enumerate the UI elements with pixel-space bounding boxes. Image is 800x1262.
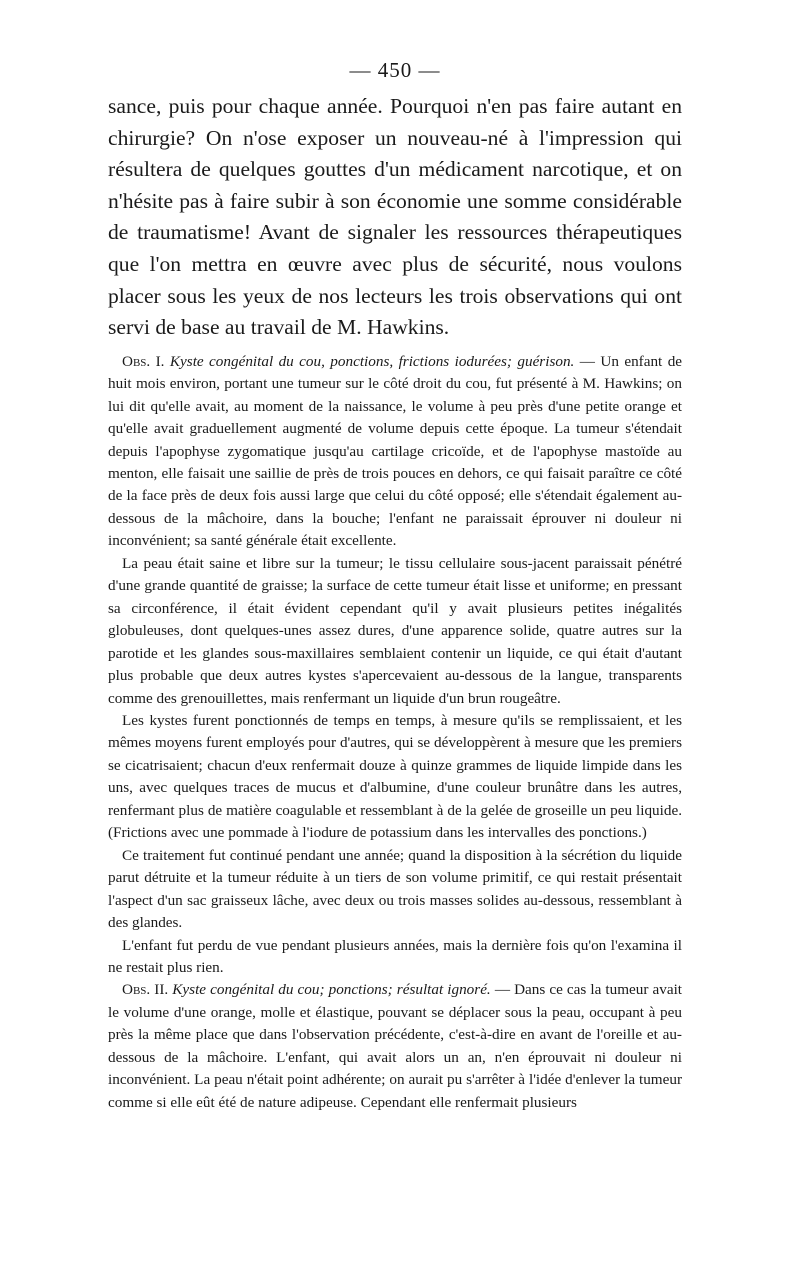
- observation-1-paragraph-1: — Un enfant de huit mois environ, portant une tumeur sur le côté droit du cou, fut présenté à M. Hawkins; on lui dit qu'elle avait, au moment de la naissance, le volume à peu près d'une petite orange et qu'elle avait graduellement augmenté de volume depuis cette époque. La tumeur s'étendait depuis l'apophyse zygomatique jusqu'au cartilage cricoïde, et de l'apophyse mastoïde au menton, elle faisait une saillie de près de trois pouces en dehors, ce qui faisait paraître ce côté de la face près de deux fois aussi large que celui du côté opposé; elle s'étendait également au-dessous de la mâchoire, dans la bouche; l'enfant ne paraissait éprouver ni douleur ni inconvénient; sa santé générale était excellente.: [108, 352, 683, 550]
- observation-1-paragraph-3: Les kystes furent ponctionnés de temps en temps, à mesure qu'ils se remplissaient, et les mêmes moyens furent employés pour d'autres, qui se développèrent à mesure que les premiers se cicatrisaient; chacun d'eux renfermait douze à quinze grammes de liquide limpide dans les uns, avec quelques traces de mucus et d'albumine, d'une couleur brunâtre dans les autres, renfermant plus de matière coagulable et ressemblant à de la gelée de groseille un peu liquide. (Frictions avec une pommade à l'iodure de potassium dans les intervalles des ponctions.): [108, 712, 682, 842]
- observation-1-paragraph-5: L'enfant fut perdu de vue pendant plusieurs années, mais la dernière fois qu'on l'examina il ne restait plus rien.: [108, 936, 682, 976]
- observation-2-opening: [108, 979, 682, 1114]
- observation-1-title: Kyste congénital du cou, ponctions, frictions iodurées; guérison.: [169, 352, 575, 370]
- intro-paragraph: sance, puis pour chaque année. Pourquoi n'en pas faire autant en chirurgie? On n'ose exposer un nouveau-né à l'impression qui résultera de quelques gouttes d'un médicament narcotique, et on n'hésite pas à faire subir à son économie une somme considérable de traumatisme! Avant de signaler les ressources thérapeutiques que l'on mettra en œuvre avec plus de sécurité, nous voulons placer sous les yeux de nos lecteurs les trois observations qui ont servi de base au travail de M. Hawkins.: [108, 94, 682, 340]
- document-page: [108, 58, 682, 1114]
- page-number: — 450 —: [349, 58, 441, 82]
- observation-1-paragraph-2: La peau était saine et libre sur la tumeur; le tissu cellulaire sous-jacent paraissait pénétré d'une grande quantité de graisse; la surface de cette tumeur était lisse et uniforme; en pressant sa circonférence, il était évident cependant qu'il y avait plusieurs petites inégalités globuleuses, dont quelques-unes assez dures, d'une apparence solide, quatre autres sur la parotide et les glandes sous-maxillaires semblaient contenir un liquide, ce qui était d'autant plus probable que deux autres kystes s'apercevaient au-dessous de la langue, transparents comme des grenouillettes, mais renfermant un liquide d'un brun rougeâtre.: [108, 554, 682, 707]
- observation-1-opening: [108, 351, 682, 553]
- observation-2-title: Kyste congénital du cou; ponctions; résultat ignoré.: [172, 981, 491, 999]
- observation-2-paragraph-1: — Dans ce cas la tumeur avait le volume d'une orange, molle et élastique, pouvant se déplacer sous la peau, occupant à peu près la même place que dans l'observation précédente, c'est-à-dire en avant de l'oreille et au-dessous de la mâchoire. L'enfant, qui avait alors un an, n'en éprouvait ni douleur ni inconvénient. La peau n'était point adhérente; on aurait pu s'arrêter à l'idée d'enlever la tumeur comme si elle eût été de nature adipeuse. Cependant elle renfermait plusieurs: [108, 981, 683, 1111]
- observation-1-label: Obs. I.: [122, 352, 165, 370]
- observation-2-label: Obs. II.: [122, 981, 169, 999]
- observation-1-paragraph-4: Ce traitement fut continué pendant une année; quand la disposition à la sécrétion du liquide parut détruite et la tumeur réduite à un tiers de son volume primitif, ce qui restait présentait l'aspect d'un sac graisseux lâche, avec deux ou trois masses solides au-dessous, ressemblant à des glandes.: [108, 846, 682, 932]
